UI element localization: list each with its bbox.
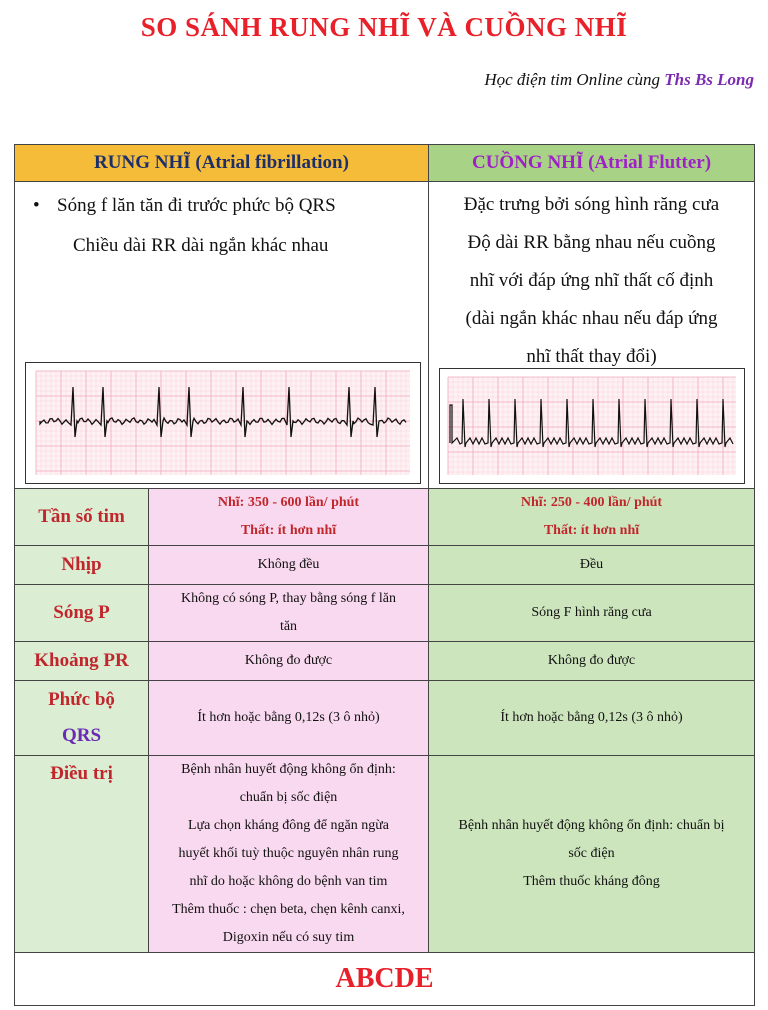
treatment-flutter-line: sốc điện	[568, 846, 615, 861]
af-description-line: Chiều dài RR dài ngắn khác nhau	[73, 235, 329, 256]
treatment-af-line: Lựa chọn kháng đông để ngăn ngừa	[187, 818, 389, 833]
subtitle-author: Ths Bs Long	[664, 70, 754, 89]
flutter-description-line-1: Đặc trưng bởi sóng hình răng cưa	[463, 194, 720, 215]
rate-label: Tần số tim	[15, 489, 149, 546]
af-header: RUNG NHĨ (Atrial fibrillation)	[15, 145, 429, 182]
pwave-label: Sóng P	[15, 585, 149, 642]
treatment-flutter-line: Bệnh nhân huyết động không ổn định: chuẩn bị	[458, 818, 725, 833]
qrs-label	[15, 681, 149, 756]
flutter-description-line-5: nhĩ thất thay đổi)	[526, 346, 657, 367]
treatment-flutter-line: Thêm thuốc kháng đông	[523, 874, 660, 889]
treatment-row	[15, 756, 755, 953]
rate-flutter-cell	[429, 489, 755, 546]
treatment-flutter-cell	[429, 756, 755, 953]
pwave-flutter-cell: Sóng F hình răng cưa	[429, 585, 755, 642]
comparison-table	[14, 144, 755, 1006]
subtitle-prefix: Học điện tim Online cùng	[484, 70, 665, 89]
flutter-description-cell	[429, 182, 755, 489]
af-ecg-strip	[25, 362, 421, 484]
treatment-af-line: Thêm thuốc : chẹn beta, chẹn kênh canxi,	[172, 902, 405, 917]
qrs-af-cell: Ít hơn hoặc bằng 0,12s (3 ô nhỏ)	[149, 681, 429, 756]
header-row	[15, 145, 755, 182]
rate-row	[15, 489, 755, 546]
pr-label: Khoảng PR	[15, 642, 149, 681]
rate-af-ventricular: Thất: ít hơn nhĩ	[240, 523, 337, 538]
pr-flutter-cell: Không đo được	[429, 642, 755, 681]
flutter-ecg-chart	[440, 369, 744, 483]
rate-flutter-ventricular: Thất: ít hơn nhĩ	[543, 523, 640, 538]
rhythm-label: Nhịp	[15, 546, 149, 585]
treatment-af-line: nhĩ do hoặc không do bệnh van tim	[189, 874, 388, 889]
treatment-label: Điều trị	[15, 756, 149, 953]
treatment-af-cell	[149, 756, 429, 953]
treatment-af-line: Digoxin nếu có suy tim	[222, 930, 355, 945]
treatment-af-line: chuẩn bị sốc điện	[239, 790, 338, 805]
pr-row	[15, 642, 755, 681]
flutter-ecg-strip	[439, 368, 745, 484]
af-description-cell	[15, 182, 429, 489]
page-title: SO SÁNH RUNG NHĨ VÀ CUỒNG NHĨ	[140, 12, 628, 42]
description-row	[15, 182, 755, 489]
rate-flutter-atrial: Nhĩ: 250 - 400 lần/ phút	[520, 495, 663, 510]
flutter-description-line-4: (dài ngắn khác nhau nếu đáp ứng	[465, 308, 718, 329]
flutter-description-line-3: nhĩ với đáp ứng nhĩ thất cố định	[469, 270, 714, 291]
treatment-af-line: Bệnh nhân huyết động không ổn định:	[181, 762, 396, 777]
subtitle	[484, 70, 754, 90]
pwave-row	[15, 585, 755, 642]
flutter-header: CUỒNG NHĨ (Atrial Flutter)	[429, 145, 755, 182]
qrs-label-line-2: QRS	[61, 725, 102, 746]
qrs-label-line-1: Phức bộ	[48, 689, 115, 710]
pwave-af-line-1: Không có sóng P, thay bằng sóng f lăn	[180, 591, 397, 606]
pwave-af-line-2: tăn	[279, 619, 298, 634]
af-ecg-chart	[26, 363, 420, 483]
pwave-af-cell	[149, 585, 429, 642]
rate-af-cell	[149, 489, 429, 546]
flutter-description-line-2: Độ dài RR bằng nhau nếu cuồng	[467, 232, 716, 253]
rhythm-row	[15, 546, 755, 585]
rhythm-af-cell: Không đều	[149, 546, 429, 585]
footer-row	[15, 953, 755, 1006]
footer-abcde: ABCDE	[15, 953, 755, 1006]
qrs-flutter-cell: Ít hơn hoặc bằng 0,12s (3 ô nhỏ)	[429, 681, 755, 756]
af-description-bullet: • Sóng f lăn tăn đi trước phức bộ QRS	[25, 186, 418, 226]
rate-af-atrial: Nhĩ: 350 - 600 lần/ phút	[217, 495, 360, 510]
qrs-row	[15, 681, 755, 756]
pr-af-cell: Không đo được	[149, 642, 429, 681]
rhythm-flutter-cell: Đều	[429, 546, 755, 585]
treatment-af-line: huyết khối tuỳ thuộc nguyên nhân rung	[178, 846, 399, 861]
